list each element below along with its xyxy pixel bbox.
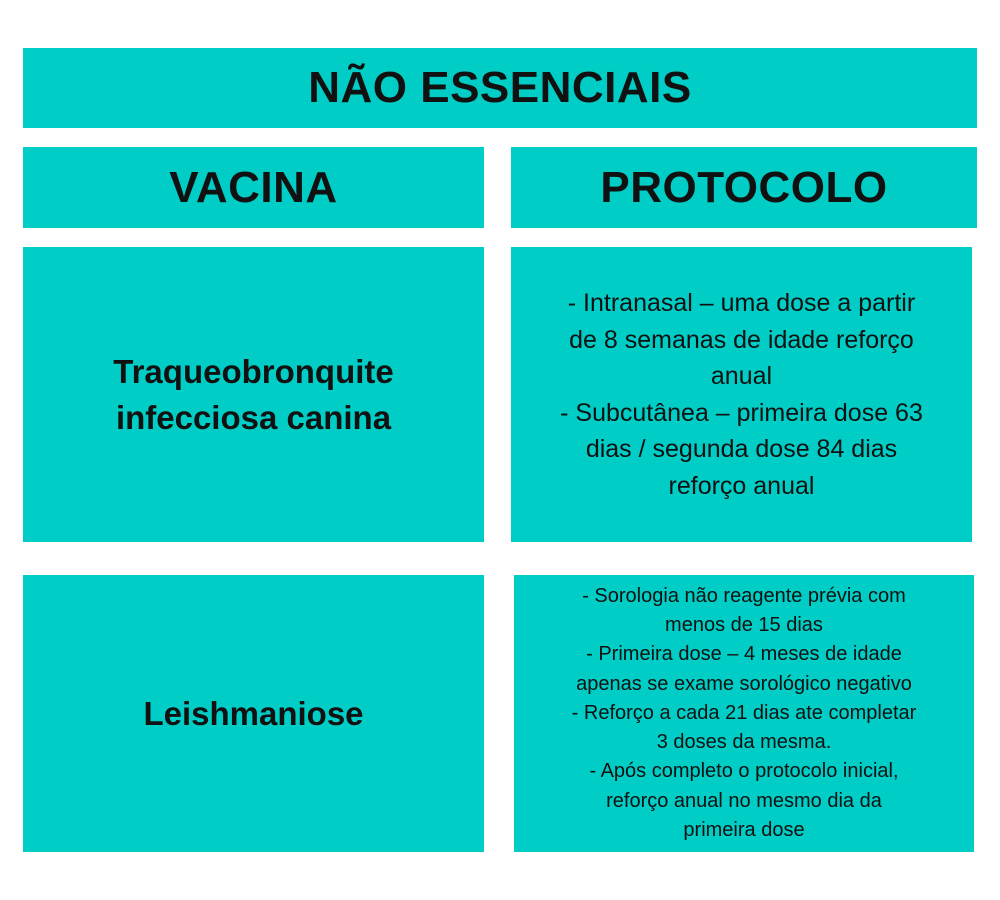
vaccine-name xyxy=(113,349,394,441)
vaccine-name-line: Traqueobronquite xyxy=(113,352,394,390)
vaccine-cell-leishmaniose xyxy=(23,575,484,852)
protocol-line: - Após completo o protocolo inicial, xyxy=(589,760,899,783)
protocol-text xyxy=(560,285,923,504)
protocol-line: apenas se exame sorológico negativo xyxy=(576,672,912,695)
protocol-line: primeira dose xyxy=(683,819,805,842)
protocol-line: dias / segunda dose 84 dias xyxy=(585,435,898,463)
protocol-line: - Reforço a cada 21 dias ate completar xyxy=(571,701,917,724)
vaccine-name-line: Leishmaniose xyxy=(143,694,364,732)
protocol-line: reforço anual xyxy=(668,471,815,500)
protocol-cell-leishmaniose xyxy=(514,575,974,852)
page-title: NÃO ESSENCIAIS xyxy=(308,63,692,112)
protocol-line: - Intranasal – uma dose a partir xyxy=(567,289,916,317)
protocol-text xyxy=(572,582,917,846)
vaccine-name-line: infecciosa canina xyxy=(115,398,392,436)
protocol-cell-traqueobronquite xyxy=(511,247,972,542)
column-header-vacina-label: VACINA xyxy=(169,162,338,212)
protocol-line: - Subcutânea – primeira dose 63 xyxy=(560,398,923,427)
column-header-protocolo-label: PROTOCOLO xyxy=(600,162,888,212)
protocol-line: - Sorologia não reagente prévia com xyxy=(582,584,906,607)
protocol-line: - Primeira dose – 4 meses de idade xyxy=(586,643,902,666)
protocol-line: 3 doses da mesma. xyxy=(656,731,832,754)
column-header-protocolo xyxy=(511,147,977,228)
vaccine-cell-traqueobronquite xyxy=(23,247,484,542)
protocol-line: de 8 semanas de idade reforço xyxy=(569,325,914,354)
column-header-vacina xyxy=(23,147,484,228)
protocol-line: anual xyxy=(710,362,773,390)
protocol-line: reforço anual no mesmo dia da xyxy=(606,789,882,812)
protocol-line: menos de 15 dias xyxy=(665,613,823,636)
vaccine-name xyxy=(143,691,363,737)
title-banner xyxy=(23,48,977,128)
